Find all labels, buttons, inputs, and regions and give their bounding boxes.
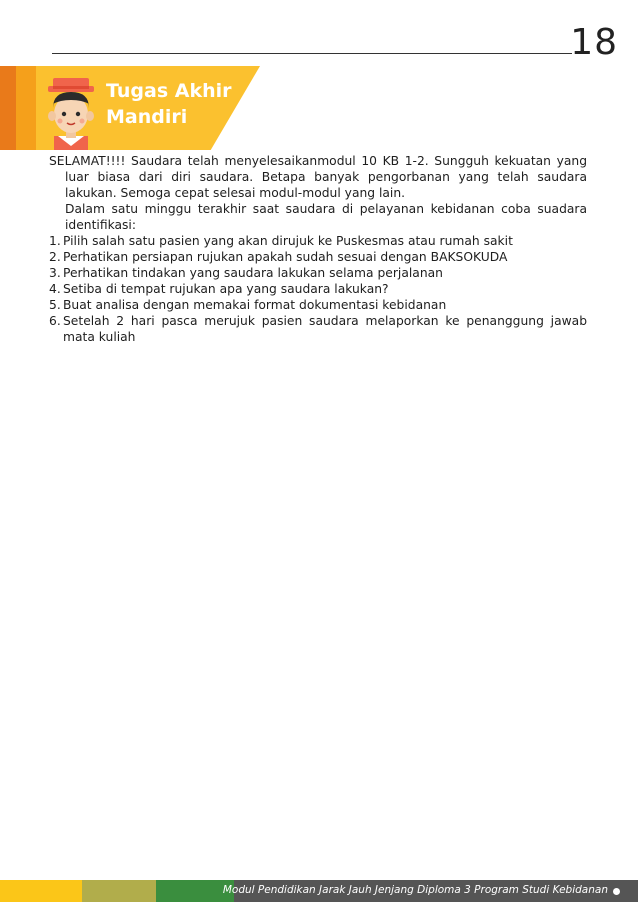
banner-title-line1: Tugas Akhir bbox=[106, 80, 232, 102]
list-item-number: 2. bbox=[49, 250, 61, 264]
list-item bbox=[49, 281, 587, 297]
list-item bbox=[49, 233, 587, 249]
list-item-text: Perhatikan persiapan rujukan apakah sudah sesuai dengan BAKSOKUDA bbox=[63, 250, 508, 264]
list-item-number: 5. bbox=[49, 298, 61, 312]
banner-title bbox=[106, 78, 232, 130]
footer-text: Modul Pendidikan Jarak Jauh Jenjang Diploma 3 Program Studi Kebidanan bbox=[222, 884, 608, 896]
list-item bbox=[49, 265, 587, 281]
banner-stripe-amber bbox=[16, 66, 36, 150]
list-item-text: Setelah 2 hari pasca merujuk pasien saudara melaporkan ke penanggung jawab mata kuliah bbox=[63, 314, 587, 344]
footer-stripe-olive bbox=[82, 880, 156, 902]
list-item bbox=[49, 297, 587, 313]
list-item-number: 6. bbox=[49, 314, 61, 328]
list-item-number: 1. bbox=[49, 234, 61, 248]
page-footer bbox=[0, 880, 638, 902]
student-avatar-icon bbox=[38, 74, 104, 150]
instruction-paragraph: Dalam satu minggu terakhir saat saudara di pelayanan kebidanan coba suadara identifikasi: bbox=[65, 202, 587, 232]
list-item-text: Perhatikan tindakan yang saudara lakukan selama perjalanan bbox=[63, 266, 443, 280]
list-item bbox=[49, 313, 587, 345]
page-number: 18 bbox=[570, 22, 618, 63]
assignment-content bbox=[49, 153, 587, 345]
list-item-text: Setiba di tempat rujukan apa yang saudara lakukan? bbox=[63, 282, 389, 296]
footer-dot-icon bbox=[613, 888, 620, 895]
header-rule bbox=[52, 53, 572, 54]
intro-paragraph: SELAMAT!!!! Saudara telah menyelesaikanmodul 10 KB 1-2. Sungguh kekuatan yang luar biasa dari diri saudara. Betapa banyak pengorbanan yang telah saudara lakukan. Semoga cepat selesai modul-modul yang lain. bbox=[49, 154, 587, 200]
list-item-text: Pilih salah satu pasien yang akan dirujuk ke Puskesmas atau rumah sakit bbox=[63, 234, 513, 248]
banner-title-line2: Mandiri bbox=[106, 106, 188, 128]
footer-stripe-yellow bbox=[0, 880, 82, 902]
list-item-number: 4. bbox=[49, 282, 61, 296]
list-item bbox=[49, 249, 587, 265]
task-list bbox=[49, 233, 587, 345]
list-item-number: 3. bbox=[49, 266, 61, 280]
list-item-text: Buat analisa dengan memakai format dokumentasi kebidanan bbox=[63, 298, 447, 312]
